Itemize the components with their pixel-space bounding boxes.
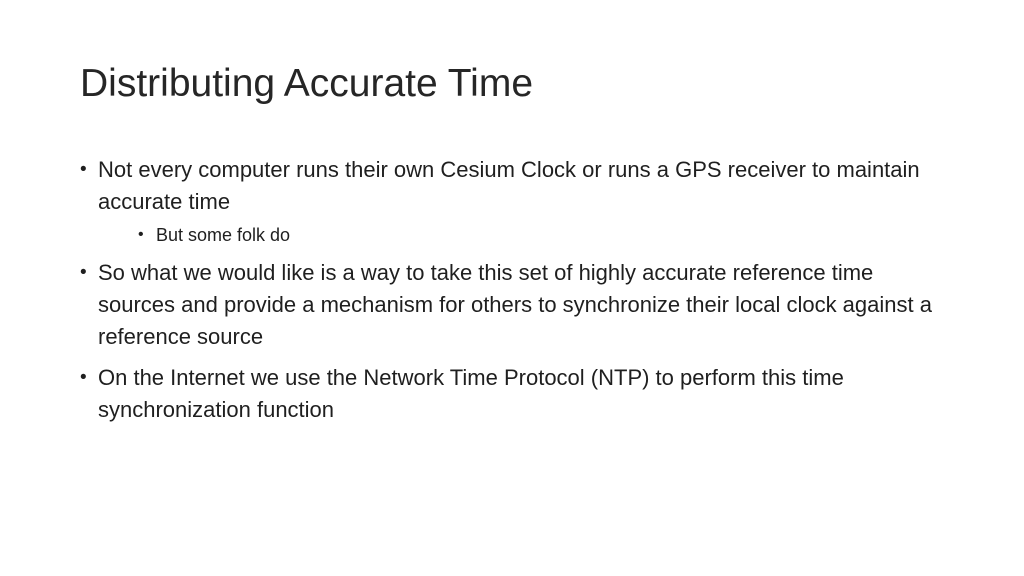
- sub-bullet-item-1: • But some folk do: [136, 222, 948, 248]
- bullet-item-3: [78, 362, 948, 426]
- bullet-item-2: [78, 257, 948, 353]
- bullet-item-1: [78, 154, 948, 248]
- bullet-list: [78, 154, 948, 435]
- bullet-text: On the Internet we use the Network Time Protocol (NTP) to perform this time synchronization function: [98, 365, 844, 422]
- bullet-text: So what we would like is a way to take this set of highly accurate reference time sources and provide a mechanism for others to synchronize their local clock against a reference source: [98, 260, 932, 349]
- sub-bullet-list: [98, 222, 948, 248]
- slide-title: Distributing Accurate Time: [80, 62, 534, 105]
- bullet-text: Not every computer runs their own Cesium Clock or runs a GPS receiver to maintain accurate time: [98, 157, 920, 214]
